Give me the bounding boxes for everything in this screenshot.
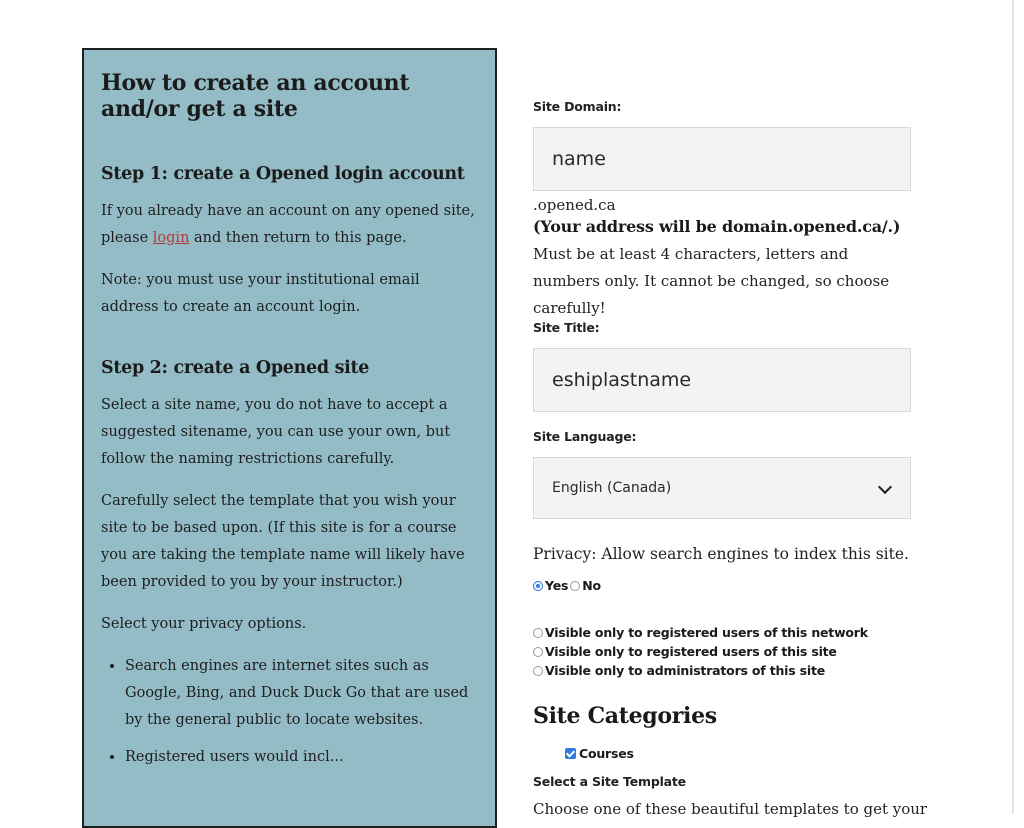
- privacy-yes-radio[interactable]: [533, 581, 543, 591]
- visibility-radio[interactable]: [533, 647, 543, 657]
- category-courses[interactable]: [565, 743, 634, 762]
- privacy-question: Privacy: Allow search engines to index this site.: [533, 545, 909, 563]
- chevron-down-icon: [878, 480, 892, 494]
- panel-title: How to create an account and/or get a site: [101, 70, 410, 122]
- site-title-label: Site Title:: [533, 320, 600, 335]
- site-template-label: Select a Site Template: [533, 774, 686, 789]
- template-help-text: Choose one of these beautiful templates to get your: [533, 800, 928, 818]
- bullet-item: • Search engines are internet sites such as Google, Bing, and Duck Duck Go that are used by the general public to locate websites.: [125, 653, 479, 734]
- step2-paragraph-1: Select a site name, you do not have to accept a suggested sitename, you can use your own, but follow the naming restrictions carefully.: [101, 397, 451, 467]
- courses-label: Courses: [579, 746, 634, 761]
- step1-text: [101, 198, 479, 252]
- courses-checkbox[interactable]: [565, 748, 576, 759]
- step1-heading: Step 1: create a Opened login account: [101, 164, 465, 184]
- privacy-radio-group: [533, 575, 601, 594]
- step1-text-before: If you already have an account on any opened site, please: [101, 203, 475, 246]
- privacy-yes-label: Yes: [545, 578, 569, 593]
- step2-heading: Step 2: create a Opened site: [101, 358, 370, 378]
- site-domain-input[interactable]: name: [533, 127, 911, 191]
- domain-address-note: (Your address will be domain.opened.ca/.): [533, 217, 901, 236]
- site-domain-label: Site Domain:: [533, 99, 622, 114]
- visibility-radio[interactable]: [533, 628, 543, 638]
- page-edge-divider: [1012, 0, 1014, 814]
- privacy-no-label: No: [582, 578, 601, 593]
- site-title-input[interactable]: eshiplastname: [533, 348, 911, 412]
- step1-note: Note: you must use your institutional email address to create an account login.: [101, 272, 420, 315]
- visibility-option-site[interactable]: [533, 641, 837, 660]
- info-panel: [82, 48, 497, 828]
- site-language-label: Site Language:: [533, 429, 637, 444]
- visibility-option-label: Visible only to registered users of this site: [545, 644, 837, 659]
- domain-suffix: .opened.ca: [533, 196, 616, 214]
- step2-paragraph-3: Select your privacy options.: [101, 616, 307, 632]
- privacy-no-radio[interactable]: [570, 581, 580, 591]
- site-signup-form: [533, 0, 928, 818]
- visibility-option-label: Visible only to registered users of this network: [545, 625, 868, 640]
- site-language-select[interactable]: [533, 457, 911, 519]
- site-language-value: English (Canada): [552, 480, 672, 496]
- bullet-item: • Registered users would incl...: [125, 744, 479, 771]
- step1-text-after: and then return to this page.: [189, 230, 407, 246]
- site-categories-heading: Site Categories: [533, 703, 717, 729]
- visibility-option-network[interactable]: [533, 622, 868, 641]
- domain-help-text: Must be at least 4 characters, letters and numbers only. It cannot be changed, so choose carefully!: [533, 245, 890, 317]
- login-link[interactable]: login: [152, 230, 190, 246]
- visibility-radio[interactable]: [533, 666, 543, 676]
- visibility-option-admins[interactable]: [533, 660, 825, 679]
- visibility-option-label: Visible only to administrators of this site: [545, 663, 826, 678]
- privacy-bullets: [101, 653, 479, 771]
- step2-paragraph-2: Carefully select the template that you wish your site to be based upon. (If this site is for a course you are taking the template name will likely have been provided to you by your instructor.): [101, 493, 465, 590]
